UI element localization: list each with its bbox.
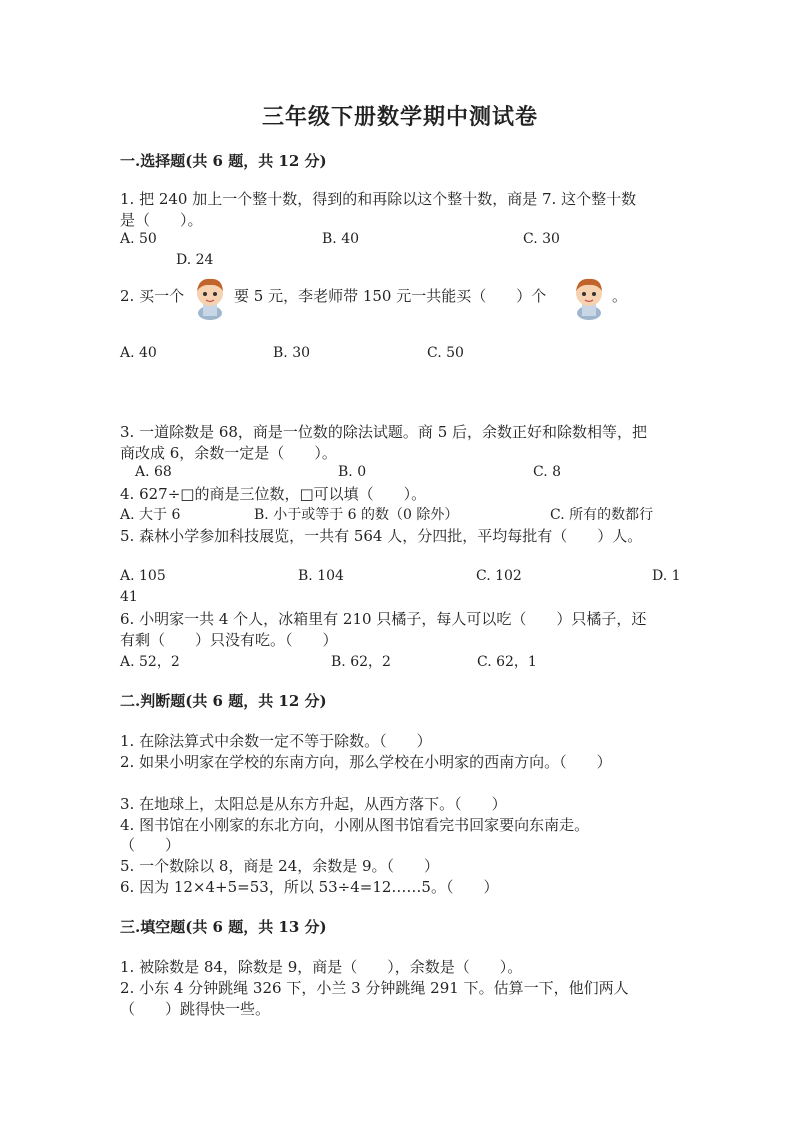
question-line: 4. 627÷□的商是三位数，□可以填（ ）。: [120, 485, 427, 503]
question-line: 2. 买一个: [120, 287, 185, 305]
section-heading-judge: 二.判断题(共 6 题，共 12 分): [120, 692, 327, 710]
option-a: A. 40: [120, 345, 157, 361]
option-c: C. 所有的数都行: [550, 507, 654, 523]
question-line: 1. 把 240 加上一个整十数，得到的和再除以这个整十数，商是 7. 这个整十数: [120, 190, 637, 208]
option-b: B. 0: [338, 464, 367, 480]
option-a: A. 大于 6: [120, 507, 181, 523]
question-line: 要 5 元，李老师带 150 元一共能买（ ）个: [234, 287, 547, 305]
question-line: 有剩（ ）只没有吃。（ ）: [120, 631, 338, 649]
option-c: C. 8: [533, 464, 562, 480]
option-a: A. 50: [120, 231, 157, 247]
question-line: 商改成 6，余数一定是（ ）。: [120, 444, 337, 462]
fill-question: 1. 被除数是 84，除数是 9，商是（ ），余数是（ ）。: [120, 958, 523, 976]
option-b: B. 40: [322, 231, 360, 247]
option-a: A. 52，2: [120, 654, 180, 670]
option-a: A. 105: [120, 568, 166, 584]
option-d: D. 1: [652, 568, 681, 584]
question-line: 6. 小明家一共 4 个人，冰箱里有 210 只橘子，每人可以吃（ ）只橘子，还: [120, 610, 647, 628]
judge-question: 5. 一个数除以 8，商是 24，余数是 9。（ ）: [120, 857, 440, 875]
judge-question: 6. 因为 12×4+5=53，所以 53÷4=12……5。（ ）: [120, 878, 499, 896]
boy-figure-icon: [189, 274, 231, 320]
option-c: C. 30: [523, 231, 560, 247]
option-b: B. 30: [273, 345, 311, 361]
section-heading-fill: 三.填空题(共 6 题，共 13 分): [120, 918, 327, 936]
fill-question: 2. 小东 4 分钟跳绳 326 下，小兰 3 分钟跳绳 291 下。估算一下，他们两人: [120, 979, 629, 997]
question-line: 5. 森林小学参加科技展览，一共有 564 人，分四批，平均每批有（ ）人。: [120, 527, 643, 545]
section-heading-choice: 一.选择题(共 6 题，共 12 分): [120, 152, 327, 170]
question-line: 3. 一道除数是 68，商是一位数的除法试题。商 5 后，余数正好和除数相等，把: [120, 423, 648, 441]
boy-figure-icon: [568, 274, 610, 320]
option-d-wrap: 41: [120, 589, 138, 605]
question-line: 是（ ）。: [120, 211, 203, 229]
option-b: B. 62，2: [331, 654, 391, 670]
option-a: A. 68: [135, 464, 172, 480]
page-title: 三年级下册数学期中测试卷: [261, 104, 538, 130]
question-line: 。: [612, 287, 628, 305]
option-b: B. 小于或等于 6 的数（0 除外）: [254, 507, 459, 523]
option-b: B. 104: [298, 568, 344, 584]
fill-question-wrap: （ ）跳得快一些。: [120, 1000, 271, 1018]
judge-question: 3. 在地球上，太阳总是从东方升起，从西方落下。（ ）: [120, 795, 507, 813]
option-c: C. 50: [427, 345, 464, 361]
judge-question-wrap: （ ）: [120, 836, 181, 854]
option-c: C. 102: [476, 568, 522, 584]
judge-question: 4. 图书馆在小刚家的东北方向，小刚从图书馆看完书回家要向东南走。: [120, 816, 590, 834]
option-c: C. 62，1: [477, 654, 537, 670]
judge-question: 2. 如果小明家在学校的东南方向，那么学校在小明家的西南方向。（ ）: [120, 753, 612, 771]
judge-question: 1. 在除法算式中余数一定不等于除数。（ ）: [120, 732, 432, 750]
option-d: D. 24: [176, 252, 214, 268]
